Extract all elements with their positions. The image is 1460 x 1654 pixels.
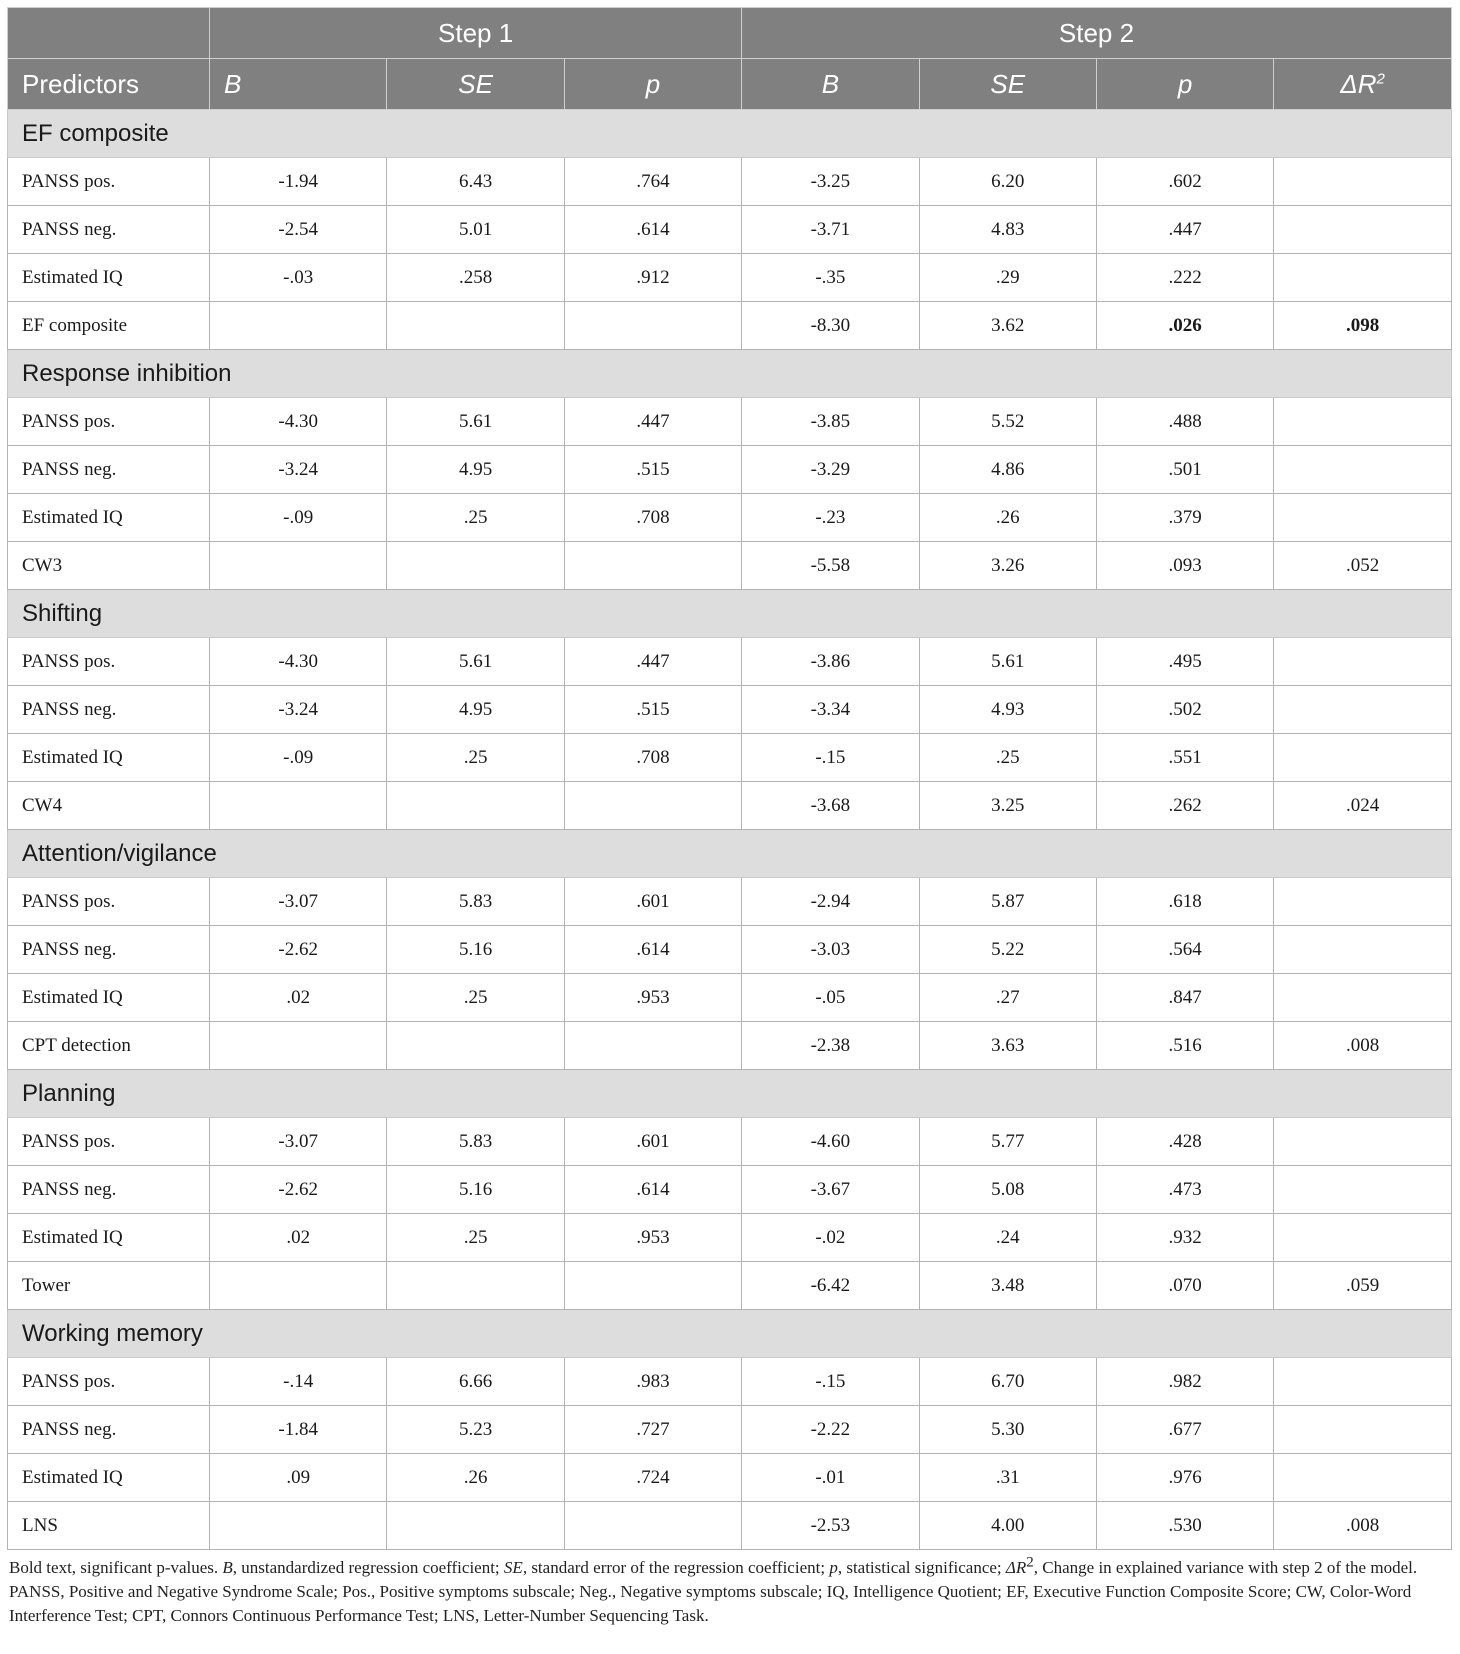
cell-step1-b: -.14	[210, 1358, 387, 1406]
section-title: EF composite	[8, 110, 1452, 158]
cell-step2-se: 4.83	[919, 206, 1096, 254]
cell-step1-se: .26	[387, 1454, 564, 1502]
cell-step1-b	[210, 782, 387, 830]
predictor-label: PANSS neg.	[8, 446, 210, 494]
header-predictors: Predictors	[8, 59, 210, 110]
cell-step2-b: -.35	[742, 254, 919, 302]
table-row	[8, 782, 1452, 830]
cell-step2-b: -3.29	[742, 446, 919, 494]
cell-delta-r2: .052	[1274, 542, 1451, 590]
cell-step1-p: .447	[564, 638, 741, 686]
cell-delta-r2	[1274, 1166, 1451, 1214]
cell-step1-b: -3.24	[210, 446, 387, 494]
cell-delta-r2	[1274, 878, 1451, 926]
table-row	[8, 878, 1452, 926]
cell-step2-p: .447	[1096, 206, 1273, 254]
table-row	[8, 494, 1452, 542]
table-row	[8, 1454, 1452, 1502]
cell-step1-b: -4.30	[210, 398, 387, 446]
cell-step2-b: -.23	[742, 494, 919, 542]
cell-delta-r2: .008	[1274, 1502, 1451, 1550]
cell-step2-b: -3.68	[742, 782, 919, 830]
footnote-superscript-2: 2	[1026, 1554, 1034, 1571]
predictor-label: Tower	[8, 1262, 210, 1310]
cell-step2-b: -3.86	[742, 638, 919, 686]
table-row	[8, 1214, 1452, 1262]
predictor-label: CW4	[8, 782, 210, 830]
section-title: Shifting	[8, 590, 1452, 638]
cell-step2-se: 3.48	[919, 1262, 1096, 1310]
cell-step1-p	[564, 542, 741, 590]
header-row-columns	[8, 59, 1452, 110]
regression-table-container	[7, 7, 1451, 1628]
cell-step2-b: -.15	[742, 1358, 919, 1406]
cell-delta-r2: .098	[1274, 302, 1451, 350]
table-row	[8, 686, 1452, 734]
table-row	[8, 1118, 1452, 1166]
cell-step1-b: -1.94	[210, 158, 387, 206]
cell-step2-se: 3.63	[919, 1022, 1096, 1070]
section-title: Attention/vigilance	[8, 830, 1452, 878]
cell-delta-r2	[1274, 254, 1451, 302]
cell-step2-p: .501	[1096, 446, 1273, 494]
predictor-label: PANSS neg.	[8, 926, 210, 974]
cell-step1-se	[387, 1502, 564, 1550]
cell-step2-p: .564	[1096, 926, 1273, 974]
cell-step2-b: -2.53	[742, 1502, 919, 1550]
cell-step1-se	[387, 782, 564, 830]
cell-step1-b: .02	[210, 974, 387, 1022]
cell-step2-p: .026	[1096, 302, 1273, 350]
cell-delta-r2	[1274, 158, 1451, 206]
cell-step2-se: 5.30	[919, 1406, 1096, 1454]
header-step1-p: p	[564, 59, 741, 110]
cell-step2-se: 3.62	[919, 302, 1096, 350]
footnote-italic-b: B	[222, 1558, 233, 1577]
cell-delta-r2	[1274, 1358, 1451, 1406]
cell-step2-se: 4.86	[919, 446, 1096, 494]
cell-step2-b: -2.94	[742, 878, 919, 926]
cell-step1-se: 5.83	[387, 1118, 564, 1166]
predictor-label: PANSS neg.	[8, 1166, 210, 1214]
cell-step2-p: .070	[1096, 1262, 1273, 1310]
predictor-label: PANSS pos.	[8, 1118, 210, 1166]
section-header-row	[8, 1310, 1452, 1358]
cell-delta-r2	[1274, 1454, 1451, 1502]
cell-step1-se: 5.16	[387, 1166, 564, 1214]
cell-step1-p: .983	[564, 1358, 741, 1406]
cell-step1-se: .258	[387, 254, 564, 302]
cell-step1-se: 5.83	[387, 878, 564, 926]
cell-step1-se: 6.43	[387, 158, 564, 206]
cell-step2-p: .473	[1096, 1166, 1273, 1214]
cell-step1-b: -2.62	[210, 926, 387, 974]
footnote-text-5: , Change in explained variance with step 2 of the model. PANSS, Positive and Negative Syndrome Scale; Pos., Positive symptoms subscale; Neg., Negative symptoms subscale; IQ, Intelligence Quotient; EF, Executive Function Composite Score; CW, Color-Word Interference Test; CPT, Connors Continuous Performance Test; LNS, Letter-Number Sequencing Task.	[9, 1558, 1418, 1625]
cell-step1-se	[387, 1022, 564, 1070]
cell-step2-b: -2.22	[742, 1406, 919, 1454]
predictor-label: Estimated IQ	[8, 254, 210, 302]
cell-step2-se: 6.20	[919, 158, 1096, 206]
predictor-label: LNS	[8, 1502, 210, 1550]
footnote-italic-se: SE	[503, 1558, 523, 1577]
cell-step2-p: .093	[1096, 542, 1273, 590]
cell-step1-p	[564, 782, 741, 830]
footnote-italic-p: p	[829, 1558, 838, 1577]
header-step2-p: p	[1096, 59, 1273, 110]
cell-step2-p: .976	[1096, 1454, 1273, 1502]
cell-delta-r2	[1274, 494, 1451, 542]
header-step2-se: SE	[919, 59, 1096, 110]
header-step1-se: SE	[387, 59, 564, 110]
cell-step1-b	[210, 302, 387, 350]
cell-step2-b: -3.34	[742, 686, 919, 734]
cell-step2-se: 3.26	[919, 542, 1096, 590]
cell-step1-b: -.09	[210, 734, 387, 782]
cell-step1-b: .02	[210, 1214, 387, 1262]
cell-step1-b: -2.62	[210, 1166, 387, 1214]
cell-step1-b	[210, 1262, 387, 1310]
cell-delta-r2	[1274, 974, 1451, 1022]
cell-step2-se: 4.00	[919, 1502, 1096, 1550]
cell-step1-p: .953	[564, 974, 741, 1022]
header-empty-cell	[8, 8, 210, 59]
cell-step1-p: .614	[564, 1166, 741, 1214]
cell-step1-p: .515	[564, 686, 741, 734]
cell-step1-b	[210, 542, 387, 590]
cell-step1-se: .25	[387, 494, 564, 542]
cell-delta-r2	[1274, 446, 1451, 494]
cell-step1-b: -.03	[210, 254, 387, 302]
section-title: Planning	[8, 1070, 1452, 1118]
table-row	[8, 1022, 1452, 1070]
cell-step1-p: .614	[564, 206, 741, 254]
table-row	[8, 926, 1452, 974]
cell-step2-se: .24	[919, 1214, 1096, 1262]
cell-step1-p: .708	[564, 494, 741, 542]
cell-step2-p: .602	[1096, 158, 1273, 206]
cell-step1-se: 4.95	[387, 686, 564, 734]
cell-step1-p: .724	[564, 1454, 741, 1502]
predictor-label: EF composite	[8, 302, 210, 350]
cell-step2-b: -3.03	[742, 926, 919, 974]
cell-step1-p	[564, 1262, 741, 1310]
predictor-label: Estimated IQ	[8, 494, 210, 542]
cell-step2-p: .516	[1096, 1022, 1273, 1070]
cell-delta-r2	[1274, 638, 1451, 686]
cell-step1-b: -1.84	[210, 1406, 387, 1454]
cell-step2-p: .530	[1096, 1502, 1273, 1550]
cell-step1-se: 5.16	[387, 926, 564, 974]
table-row	[8, 974, 1452, 1022]
cell-step1-p	[564, 1022, 741, 1070]
cell-step2-se: 5.22	[919, 926, 1096, 974]
cell-step2-b: -5.58	[742, 542, 919, 590]
cell-step1-p: .614	[564, 926, 741, 974]
cell-step1-b: -.09	[210, 494, 387, 542]
section-title: Response inhibition	[8, 350, 1452, 398]
predictor-label: PANSS pos.	[8, 1358, 210, 1406]
cell-step2-se: 5.08	[919, 1166, 1096, 1214]
table-row	[8, 1358, 1452, 1406]
cell-step2-p: .495	[1096, 638, 1273, 686]
cell-step1-p: .601	[564, 1118, 741, 1166]
cell-step2-se: .26	[919, 494, 1096, 542]
table-row	[8, 1406, 1452, 1454]
cell-step2-p: .222	[1096, 254, 1273, 302]
predictor-label: Estimated IQ	[8, 974, 210, 1022]
cell-delta-r2	[1274, 926, 1451, 974]
table-row	[8, 1166, 1452, 1214]
table-row	[8, 254, 1452, 302]
cell-step1-p: .515	[564, 446, 741, 494]
cell-delta-r2	[1274, 1118, 1451, 1166]
cell-step1-p: .727	[564, 1406, 741, 1454]
cell-delta-r2	[1274, 1406, 1451, 1454]
cell-step2-p: .982	[1096, 1358, 1273, 1406]
cell-step2-b: -6.42	[742, 1262, 919, 1310]
cell-step2-se: .31	[919, 1454, 1096, 1502]
cell-step2-se: 4.93	[919, 686, 1096, 734]
cell-step2-se: 5.77	[919, 1118, 1096, 1166]
table-row	[8, 398, 1452, 446]
cell-step2-p: .428	[1096, 1118, 1273, 1166]
section-title: Working memory	[8, 1310, 1452, 1358]
footnote-text-4: , statistical significance;	[837, 1558, 1006, 1577]
cell-step1-se	[387, 542, 564, 590]
cell-step1-b: -3.24	[210, 686, 387, 734]
cell-step1-p: .764	[564, 158, 741, 206]
cell-step1-se: 5.61	[387, 398, 564, 446]
cell-step2-se: .29	[919, 254, 1096, 302]
cell-step2-b: -.05	[742, 974, 919, 1022]
cell-step1-se: 5.23	[387, 1406, 564, 1454]
cell-delta-r2: .059	[1274, 1262, 1451, 1310]
cell-step1-se: 5.61	[387, 638, 564, 686]
header-row-steps	[8, 8, 1452, 59]
table-row	[8, 206, 1452, 254]
cell-step1-b	[210, 1022, 387, 1070]
table-row	[8, 1262, 1452, 1310]
predictor-label: PANSS pos.	[8, 638, 210, 686]
section-header-row	[8, 1070, 1452, 1118]
table-body	[8, 110, 1452, 1550]
cell-delta-r2	[1274, 398, 1451, 446]
table-row	[8, 158, 1452, 206]
cell-step2-se: 6.70	[919, 1358, 1096, 1406]
cell-step2-se: .27	[919, 974, 1096, 1022]
cell-step2-b: -.15	[742, 734, 919, 782]
cell-step1-se: .25	[387, 734, 564, 782]
cell-step2-b: -3.71	[742, 206, 919, 254]
cell-step2-p: .379	[1096, 494, 1273, 542]
cell-step2-p: .551	[1096, 734, 1273, 782]
cell-step1-se: 4.95	[387, 446, 564, 494]
header-delta-r2	[1274, 59, 1451, 110]
predictor-label: Estimated IQ	[8, 1454, 210, 1502]
cell-step1-p: .912	[564, 254, 741, 302]
table-row	[8, 734, 1452, 782]
cell-step2-b: -8.30	[742, 302, 919, 350]
cell-step1-p	[564, 1502, 741, 1550]
table-row	[8, 446, 1452, 494]
cell-step1-p: .953	[564, 1214, 741, 1262]
delta-r2-label: ΔR	[1340, 68, 1377, 99]
section-header-row	[8, 590, 1452, 638]
cell-step2-se: 3.25	[919, 782, 1096, 830]
cell-step2-se: 5.52	[919, 398, 1096, 446]
cell-delta-r2	[1274, 206, 1451, 254]
cell-step1-se: 6.66	[387, 1358, 564, 1406]
cell-step2-b: -3.67	[742, 1166, 919, 1214]
predictor-label: PANSS neg.	[8, 686, 210, 734]
table-row	[8, 542, 1452, 590]
cell-step1-se: .25	[387, 974, 564, 1022]
cell-step1-p	[564, 302, 741, 350]
cell-step1-b: -4.30	[210, 638, 387, 686]
cell-step2-b: -.01	[742, 1454, 919, 1502]
header-step2: Step 2	[742, 8, 1452, 59]
cell-step1-p: .447	[564, 398, 741, 446]
cell-delta-r2: .008	[1274, 1022, 1451, 1070]
cell-step2-se: .25	[919, 734, 1096, 782]
predictor-label: PANSS pos.	[8, 878, 210, 926]
cell-step1-p: .708	[564, 734, 741, 782]
cell-step1-b: -2.54	[210, 206, 387, 254]
cell-step2-b: -.02	[742, 1214, 919, 1262]
cell-delta-r2	[1274, 1214, 1451, 1262]
header-step1-b: B	[210, 59, 387, 110]
predictor-label: Estimated IQ	[8, 734, 210, 782]
cell-step2-p: .677	[1096, 1406, 1273, 1454]
cell-step2-b: -3.25	[742, 158, 919, 206]
predictor-label: PANSS pos.	[8, 158, 210, 206]
cell-step2-p: .932	[1096, 1214, 1273, 1262]
cell-step1-se	[387, 302, 564, 350]
cell-step1-b: -3.07	[210, 1118, 387, 1166]
footnote-text-1: Bold text, significant p-values.	[9, 1558, 223, 1577]
predictor-label: Estimated IQ	[8, 1214, 210, 1262]
predictor-label: CPT detection	[8, 1022, 210, 1070]
footnote-italic-dr: ΔR	[1005, 1558, 1027, 1577]
cell-step2-p: .847	[1096, 974, 1273, 1022]
table-row	[8, 638, 1452, 686]
cell-step1-p: .601	[564, 878, 741, 926]
cell-delta-r2	[1274, 734, 1451, 782]
cell-step1-b: .09	[210, 1454, 387, 1502]
cell-step1-b	[210, 1502, 387, 1550]
header-step1: Step 1	[210, 8, 742, 59]
cell-step1-se	[387, 1262, 564, 1310]
cell-step2-p: .618	[1096, 878, 1273, 926]
cell-step1-b: -3.07	[210, 878, 387, 926]
cell-step1-se: 5.01	[387, 206, 564, 254]
cell-step2-p: .262	[1096, 782, 1273, 830]
regression-table	[7, 7, 1452, 1550]
section-header-row	[8, 350, 1452, 398]
predictor-label: PANSS neg.	[8, 206, 210, 254]
table-header	[8, 8, 1452, 110]
cell-step2-se: 5.61	[919, 638, 1096, 686]
section-header-row	[8, 110, 1452, 158]
cell-delta-r2: .024	[1274, 782, 1451, 830]
section-header-row	[8, 830, 1452, 878]
cell-delta-r2	[1274, 686, 1451, 734]
cell-step2-b: -4.60	[742, 1118, 919, 1166]
predictor-label: PANSS neg.	[8, 1406, 210, 1454]
cell-step2-b: -2.38	[742, 1022, 919, 1070]
table-row	[8, 1502, 1452, 1550]
cell-step2-se: 5.87	[919, 878, 1096, 926]
table-footnote	[7, 1556, 1453, 1628]
cell-step2-b: -3.85	[742, 398, 919, 446]
footnote-text-3: , standard error of the regression coefficient;	[522, 1558, 830, 1577]
table-row	[8, 302, 1452, 350]
delta-r2-superscript: 2	[1376, 69, 1385, 87]
predictor-label: PANSS pos.	[8, 398, 210, 446]
cell-step2-p: .488	[1096, 398, 1273, 446]
cell-step2-p: .502	[1096, 686, 1273, 734]
footnote-text-2: , unstandardized regression coefficient;	[232, 1558, 504, 1577]
predictor-label: CW3	[8, 542, 210, 590]
cell-step1-se: .25	[387, 1214, 564, 1262]
header-step2-b: B	[742, 59, 919, 110]
